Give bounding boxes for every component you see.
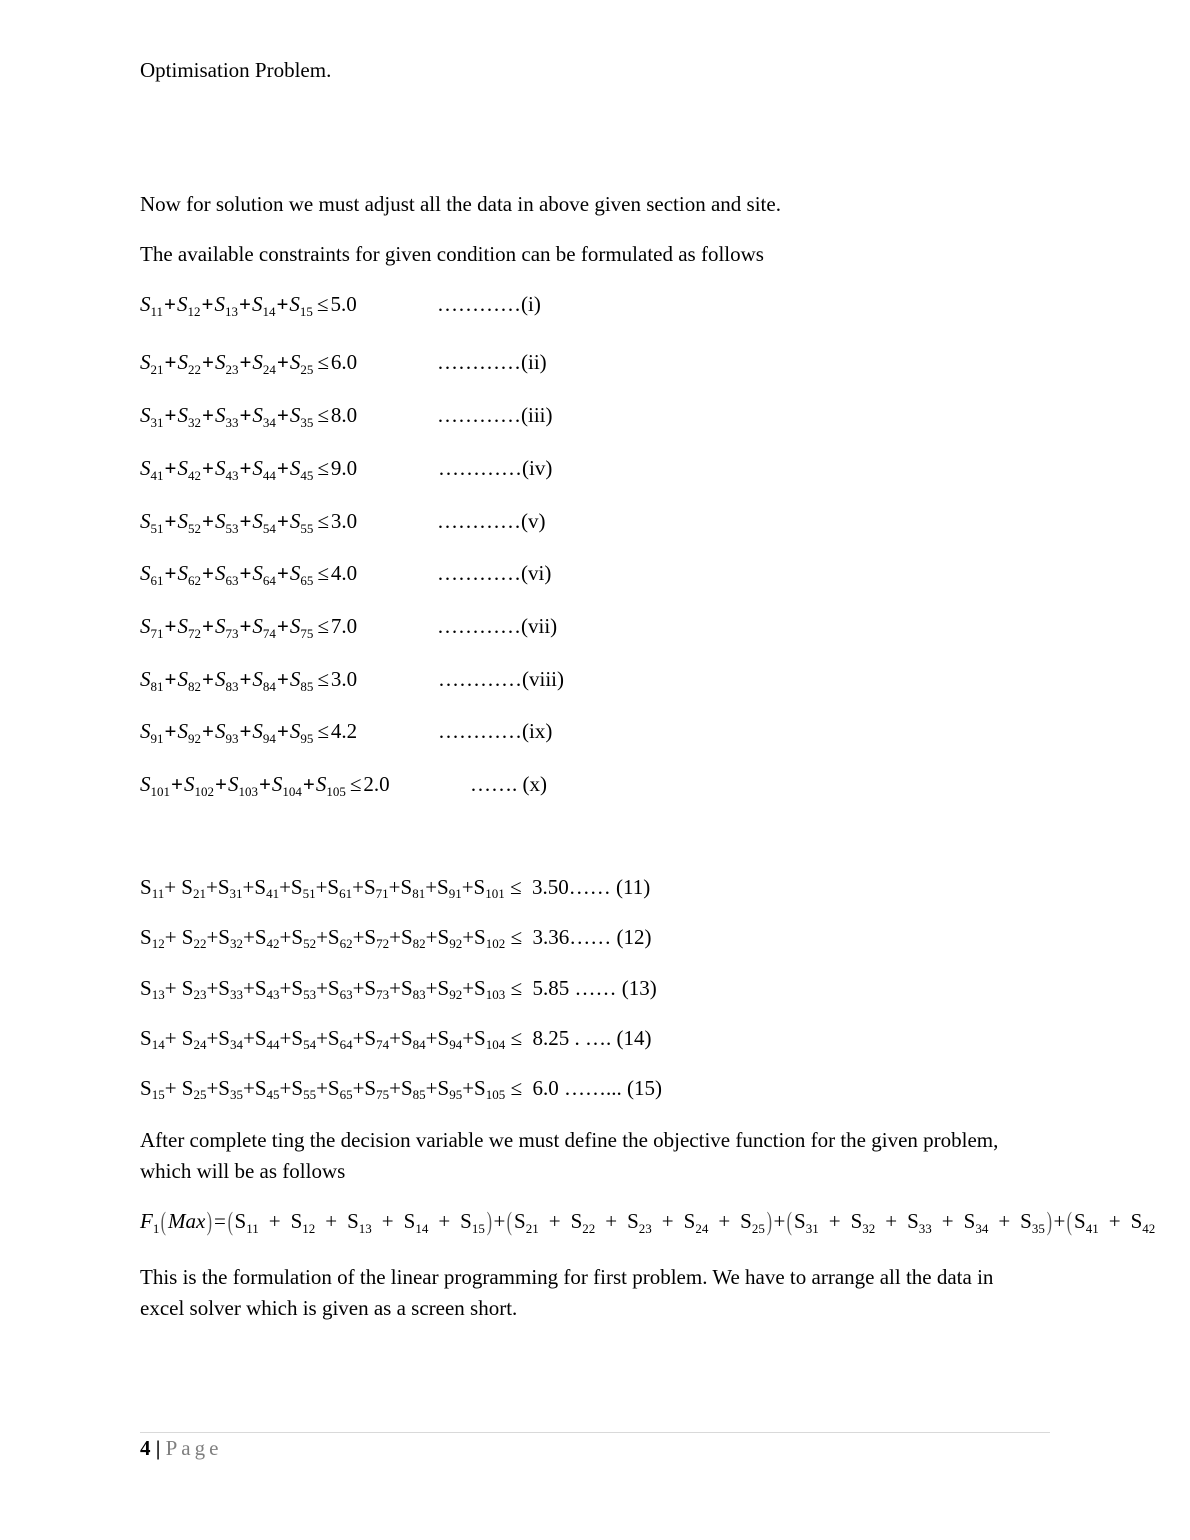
constraint-lhs: $S_{11}+S_{12}+S_{13}+S_{14}+S_{15} \le 5.0$	[140, 292, 357, 319]
constraint-rhs: 8.0	[330, 403, 358, 427]
row-constraint	[140, 719, 553, 746]
row-constraint	[140, 509, 546, 536]
constraint-lhs: $S_{31}+S_{32}+S_{33}+S_{34}+S_{35} \le 8.0$	[140, 403, 358, 430]
constraint-label: ……. (x)	[470, 772, 547, 796]
row-constraint	[140, 456, 553, 483]
row-constraint	[140, 403, 553, 430]
page-number: 4	[140, 1436, 151, 1460]
constraint-label: …………(iii)	[437, 403, 553, 427]
constraint-rhs: 7.0	[330, 614, 358, 638]
constraint-lhs: $S_{51}+S_{52}+S_{53}+S_{54}+S_{55} \le 3.0$	[140, 509, 358, 536]
constraint-label: …………(ii)	[437, 350, 547, 374]
constraint-lhs: $S_{91}+S_{92}+S_{93}+S_{94}+S_{95} \le 4.2$	[140, 719, 358, 746]
constraint-label: …………(v)	[437, 509, 546, 533]
constraint-lhs: $S_{21}+S_{22}+S_{23}+S_{24}+S_{25} \le 6.0$	[140, 350, 358, 377]
page-footer	[140, 1436, 222, 1461]
row-constraint	[140, 292, 541, 319]
constraint-rhs: 4.2	[330, 719, 358, 743]
constraint-rhs: 5.85 …… (13)	[532, 976, 657, 1000]
column-constraint: $S_{15}+ S_{25}+S_{35}+S_{45}+S_{55}+S_{65}+S_{75}+S_{85}+S_{95}+S_{105} \le 6.0$ ……... (15)	[140, 1076, 662, 1102]
constraint-label: …………(ix)	[438, 719, 553, 743]
constraint-rhs: 3.0	[330, 509, 358, 533]
constraint-rhs: 3.0	[330, 667, 358, 691]
paragraph-objective-intro: After complete ting the decision variable we must define the objective function for the given problem, which will be as follows	[140, 1128, 999, 1183]
constraint-rhs: 6.0 ……... (15)	[532, 1076, 662, 1100]
column-constraint: $S_{11}+ S_{21}+S_{31}+S_{41}+S_{51}+S_{61}+S_{71}+S_{81}+S_{91}+S_{101}$ ≤ 3.50…… (11)	[140, 875, 651, 901]
constraint-rhs: 4.0	[330, 561, 358, 585]
heading: Optimisation Problem.	[140, 58, 332, 82]
constraint-label: …………(vii)	[437, 614, 558, 638]
constraint-label: …………(i)	[437, 292, 541, 316]
objective-function: $F_1(Max)=(S_{11} + S_{12} + S_{13} + S_{14} + S_{15})+(S_{21} + S_{22} + S_{23} + S_{24} + S_{25})+(S_{31} + S_{32} + S_{33} + S_{34} + S_{35})+(S_{41} + S_{42}$	[140, 1207, 1156, 1236]
constraint-lhs: $S_{41}+S_{42}+S_{43}+S_{44}+S_{45} \le 9.0$	[140, 456, 358, 483]
footer-divider	[140, 1432, 1050, 1433]
constraint-label: …………(iv)	[438, 456, 553, 480]
constraint-label: …………(vi)	[437, 561, 552, 585]
paragraph-intro: Now for solution we must adjust all the data in above given section and site.	[140, 192, 781, 216]
constraint-rhs: 3.50…… (11)	[532, 875, 651, 899]
constraint-lhs: $S_{101}+S_{102}+S_{103}+S_{104}+S_{105} \le 2.0$	[140, 772, 390, 799]
constraint-rhs: 2.0	[363, 772, 390, 796]
column-constraint: $S_{14}+ S_{24}+S_{34}+S_{44}+S_{54}+S_{64}+S_{74}+S_{84}+S_{94}+S_{104} \le 8.25$ . …. (14)	[140, 1026, 652, 1052]
row-constraint	[140, 772, 547, 799]
footer-separator: |	[155, 1436, 161, 1460]
constraint-lhs: $S_{71}+S_{72}+S_{73}+S_{74}+S_{75} \le 7.0$	[140, 614, 358, 641]
paragraph-conclusion: This is the formulation of the linear programming for first problem. We have to arrange all the data in excel solver which is given as a screen short.	[140, 1265, 994, 1320]
column-constraint: $S_{12}+ S_{22}+S_{32}+S_{42}+S_{52}+S_{62}+S_{72}+S_{82}+S_{92}+S_{102}$ ≤ 3.36…… (12)	[140, 925, 652, 951]
page-label: Page	[165, 1436, 223, 1460]
paragraph-constraints-intro: The available constraints for given condition can be formulated as follows	[140, 242, 764, 266]
constraint-rhs: 3.36…… (12)	[532, 925, 652, 949]
constraint-lhs: $S_{61}+S_{62}+S_{63}+S_{64}+S_{65} \le 4.0$	[140, 561, 358, 588]
column-constraint: $S_{13}+ S_{23}+S_{33}+S_{43}+S_{53}+S_{63}+S_{73}+S_{83}+S_{92}+S_{103} \le 5.85$ …… (13)	[140, 976, 657, 1002]
constraint-rhs: 6.0	[330, 350, 358, 374]
row-constraint	[140, 350, 547, 377]
constraint-rhs: 8.25 . …. (14)	[532, 1026, 652, 1050]
constraint-rhs: 9.0	[330, 456, 358, 480]
constraint-rhs: 5.0	[330, 292, 357, 316]
row-constraint	[140, 667, 564, 694]
constraint-lhs: $S_{81}+S_{82}+S_{83}+S_{84}+S_{85} \le 3.0$	[140, 667, 358, 694]
constraint-label: …………(viii)	[438, 667, 564, 691]
row-constraint	[140, 614, 558, 641]
row-constraint	[140, 561, 552, 588]
